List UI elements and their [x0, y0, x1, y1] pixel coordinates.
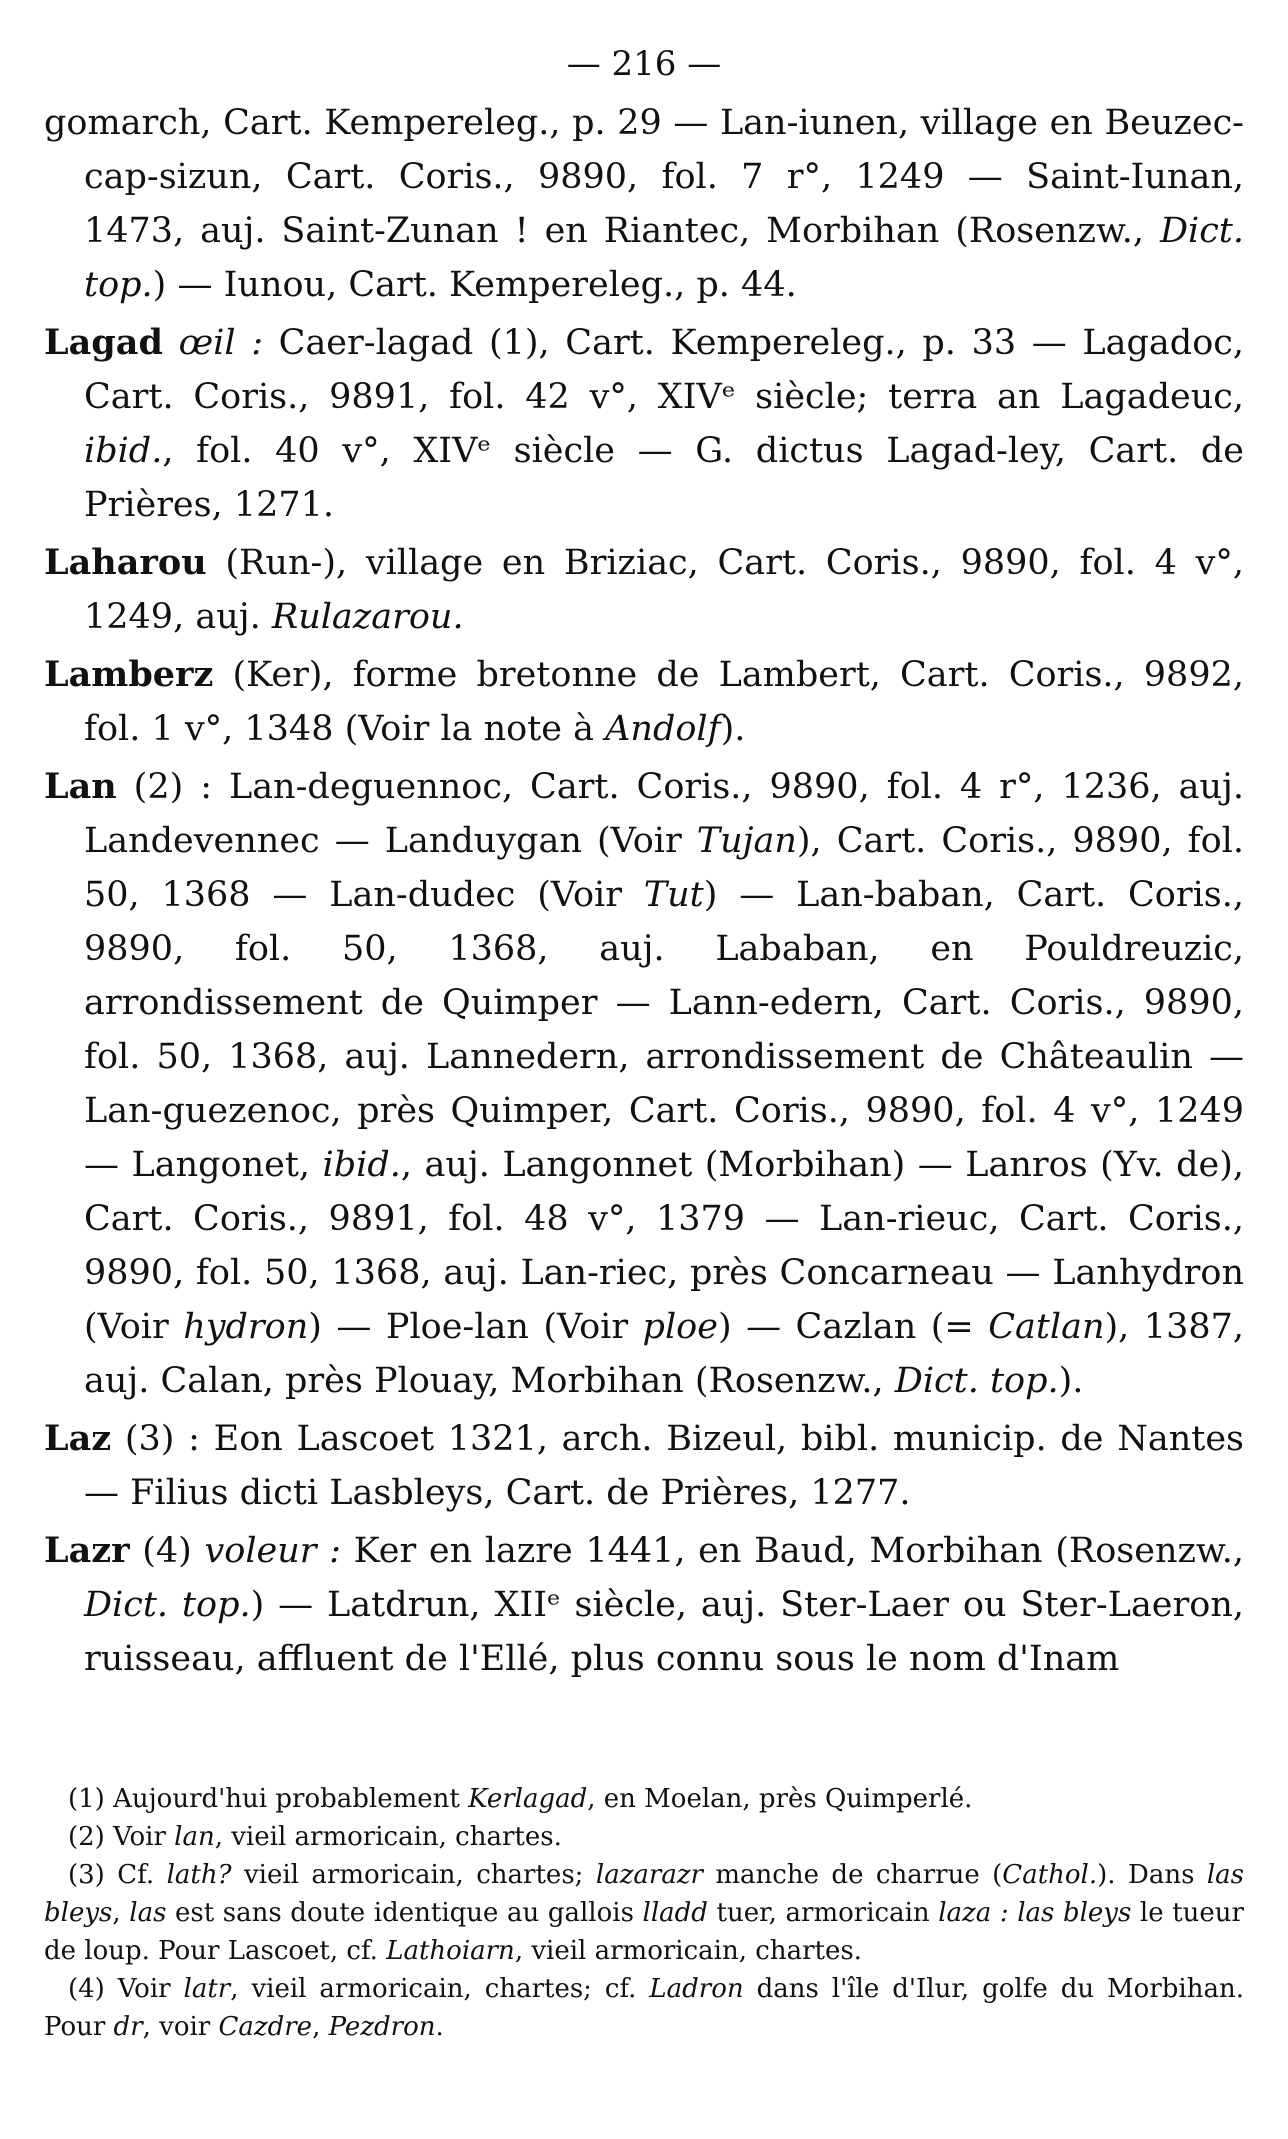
entry-laharou: Laharou (Run-), village en Briziac, Cart. Coris., 9890, fol. 4 v°, 1249, auj. Rulazarou.	[44, 542, 1244, 637]
entry-laz: Laz (3) : Eon Lascoet 1321, arch. Bizeul, bibl. municip. de Nantes — Filius dicti Lasbleys, Cart. de Prières, 1277.	[44, 1418, 1244, 1513]
entry-lamberz: Lamberz (Ker), forme bretonne de Lambert, Cart. Coris., 9892, fol. 1 v°, 1348 (Voir la note à Andolf).	[44, 654, 1244, 749]
dictionary-entries	[44, 96, 1244, 1686]
entry-lan: Lan (2) : Lan-deguennoc, Cart. Coris., 9890, fol. 4 r°, 1236, auj. Landevennec — Landuygan (Voir Tujan), Cart. Coris., 9890, fol. 50, 1368 — Lan-dudec (Voir Tut) — Lan-baban, Cart. Coris., 9890, fol. 50, 1368, auj. Lababan, en Pouldreuzic, arrondissement de Quimper — Lann-edern, Cart. Coris., 9890, fol. 50, 1368, auj. Lannedern, arrondissement de Châteaulin — Lan-guezenoc, près Quimper, Cart. Coris., 9890, fol. 4 v°, 1249 — Langonet, ibid., auj. Langonnet (Morbihan) — Lanros (Yv. de), Cart. Coris., 9891, fol. 48 v°, 1379 — Lan-rieuc, Cart. Coris., 9890, fol. 50, 1368, auj. Lan-riec, près Concarneau — Lanhydron (Voir hydron) — Ploe-lan (Voir ploe) — Cazlan (= Catlan), 1387, auj. Calan, près Plouay, Morbihan (Rosenzw., Dict. top.).	[44, 766, 1245, 1401]
page-number: — 216 —	[566, 44, 722, 84]
entry-gomarch-continuation: gomarch, Cart. Kempereleg., p. 29 — Lan-iunen, village en Beuzec-cap-sizun, Cart. Coris., 9890, fol. 7 r°, 1249 — Saint-Iunan, 1473, auj. Saint-Zunan ! en Riantec, Morbihan (Rosenzw., Dict. top.) — Iunou, Cart. Kempereleg., p. 44.	[44, 103, 1244, 305]
headword: Laz	[44, 1418, 112, 1459]
headword: Lamberz	[44, 654, 214, 695]
headword: Lagad	[44, 322, 163, 363]
footnote-2: (2) Voir lan, vieil armoricain, chartes.	[68, 1822, 562, 1852]
footnote-4: (4) Voir latr, vieil armoricain, chartes; cf. Ladron dans l'île d'Ilur, golfe du Morbihan. Pour dr, voir Cazdre, Pezdron.	[44, 1974, 1244, 2042]
footnote-3: (3) Cf. lath? vieil armoricain, chartes; lazarazr manche de charrue (Cathol.). Dans las bleys, las est sans doute identique au gallois lladd tuer, armoricain laza : las bleys le tueur de loup. Pour Lascoet, cf. Lathoiarn, vieil armoricain, chartes.	[44, 1860, 1245, 1966]
headword: Laharou	[44, 542, 207, 583]
headword: Lan	[44, 766, 117, 807]
footnote-1: (1) Aujourd'hui probablement Kerlagad, en Moelan, près Quimperlé.	[68, 1784, 973, 1814]
footnotes	[44, 1780, 1244, 2046]
entry-lazr: Lazr (4) voleur : Ker en lazre 1441, en Baud, Morbihan (Rosenzw., Dict. top.) — Latdrun, XIIᵉ siècle, auj. Ster-Laer ou Ster-Laeron, ruisseau, affluent de l'Ellé, plus connu sous le nom d'Inam	[44, 1530, 1244, 1679]
entry-lagad: Lagad œil : Caer-lagad (1), Cart. Kempereleg., p. 33 — Lagadoc, Cart. Coris., 9891, fol. 42 v°, XIVᵉ siècle; terra an Lagadeuc, ibid., fol. 40 v°, XIVᵉ siècle — G. dictus Lagad-ley, Cart. de Prières, 1271.	[44, 322, 1244, 525]
headword: Lazr	[44, 1530, 130, 1571]
